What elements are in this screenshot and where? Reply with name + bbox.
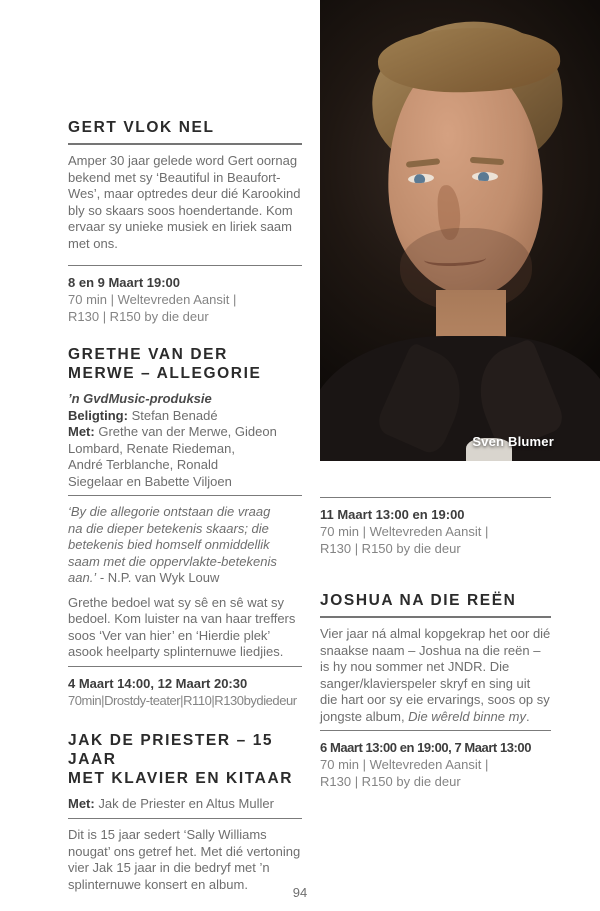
cast-line: Siegelaar en Babette Viljoen xyxy=(68,473,232,489)
event-section-grethe xyxy=(68,345,302,709)
event-dates: 8 en 9 Maart 19:00 xyxy=(68,275,181,290)
cast-label: Met: xyxy=(68,795,95,811)
quote-text: aan.’ xyxy=(68,570,97,585)
event-title-line1: JAK DE PRIESTER – 15 JAAR xyxy=(68,731,274,768)
right-column xyxy=(320,497,551,790)
event-quote xyxy=(68,504,302,587)
production-credit: ’n GvdMusic-produksie xyxy=(68,391,212,406)
quote-attribution: - N.P. van Wyk Louw xyxy=(99,570,220,585)
cast-line: Lombard, Renate Riedeman, xyxy=(68,440,235,456)
iris-shape xyxy=(414,174,426,184)
cast-value: Jak de Priester en Altus Muller xyxy=(98,795,274,811)
event-title-line2: MET KLAVIER EN KITAAR xyxy=(68,769,294,787)
event-schedule-sven xyxy=(320,506,551,557)
description-text: . xyxy=(525,708,530,724)
album-title: Die wêreld binne my xyxy=(408,708,526,724)
cast-line: André Terblanche, Ronald xyxy=(68,457,219,472)
photo-caption: Sven Blumer xyxy=(472,434,554,449)
description-text: Vier jaar ná almal kopgekrap het oor dié snaakse naam – Joshua na die reën – is hy nou sommer net JNDR. Die sanger/klavierspeler skryf en sing uit die hart oor sy eie ervarings, soos op sy jongste album, xyxy=(320,626,551,724)
iris-shape xyxy=(478,172,489,181)
event-title-joshua: JOSHUA NA DIE REËN xyxy=(320,591,551,618)
event-venue: 70 min | Weltevreden Aansit | xyxy=(68,292,237,307)
divider xyxy=(68,265,302,266)
lighting-credit xyxy=(68,408,302,425)
artist-photo xyxy=(320,0,600,461)
quote-text: betekenis bied homself onmiddellik xyxy=(68,537,270,552)
event-dates: 4 Maart 14:00, 12 Maart 20:30 xyxy=(68,675,248,691)
quote-line xyxy=(68,537,302,554)
cast-credit xyxy=(68,796,302,813)
event-description-gert: Amper 30 jaar gelede word Gert oornag bekend met sy ‘Beautiful in Beaufort-Wes’, maar optredes deur dié Karookind bly so skaars soos hoendertande. Kom ervaar sy unieke musiek en liriek saam met ons. xyxy=(68,153,301,251)
cast-label: Met: xyxy=(68,424,95,439)
quote-line xyxy=(68,521,302,538)
event-section-jak xyxy=(68,731,302,894)
lighting-label: Beligting: xyxy=(68,407,128,423)
event-venue-price: 70min|Drostdy-teater|R110|R130bydiedeur xyxy=(68,692,297,708)
quote-text: saam met die oppervlakte-betekenis xyxy=(68,553,277,569)
event-title-line2: MERWE – ALLEGORIE xyxy=(68,365,262,382)
quote-line xyxy=(68,504,302,521)
cast-credit xyxy=(68,424,302,441)
event-venue: 70 min | Weltevreden Aansit | xyxy=(320,524,489,539)
quote-line xyxy=(68,570,302,587)
page-number: 94 xyxy=(292,885,308,900)
quote-text: ‘By die allegorie ontstaan die vraag xyxy=(68,504,271,519)
event-section-gert xyxy=(68,118,302,325)
jacket-shape xyxy=(320,336,600,461)
event-schedule-joshua xyxy=(320,739,551,790)
event-price: R130 | R150 by die deur xyxy=(320,774,461,789)
event-dates: 6 Maart 13:00 en 19:00, 7 Maart 13:00 xyxy=(320,740,531,755)
divider xyxy=(68,818,302,819)
eye-shape xyxy=(472,172,498,181)
event-dates: 11 Maart 13:00 en 19:00 xyxy=(320,507,465,522)
divider xyxy=(320,497,551,498)
lighting-value: Stefan Benadé xyxy=(131,407,218,423)
event-description-joshua xyxy=(320,626,551,725)
event-section-sven-schedule xyxy=(320,497,551,557)
event-schedule-grethe xyxy=(68,675,302,709)
event-title-jak xyxy=(68,731,302,788)
event-title-grethe xyxy=(68,345,302,383)
event-title-gert: GERT VLOK NEL xyxy=(68,118,302,145)
event-price: R130 | R150 by die deur xyxy=(68,309,209,324)
cast-line: Grethe van der Merwe, Gideon xyxy=(98,424,277,439)
event-description-grethe: Grethe bedoel wat sy sê en sê wat sy bedoel. Kom luister na van haar treffers soos ‘Ver van hier’ en ‘Hierdie plek’ asook heelparty splinternuwe liedjies. xyxy=(68,594,296,659)
divider xyxy=(68,666,302,667)
divider xyxy=(320,730,551,731)
left-column xyxy=(68,118,302,893)
divider xyxy=(68,495,302,496)
event-price: R130 | R150 by die deur xyxy=(320,541,461,556)
quote-text: na die dieper betekenis skaars; die xyxy=(68,520,269,536)
event-schedule-gert xyxy=(68,274,302,325)
event-title-line1: GRETHE VAN DER xyxy=(68,346,228,363)
event-credits-grethe xyxy=(68,391,302,490)
event-venue: 70 min | Weltevreden Aansit | xyxy=(320,757,489,772)
event-section-joshua xyxy=(320,591,551,790)
event-description-jak: Dit is 15 jaar sedert ‘Sally Williams nougat’ ons getref het. Met dié vertoning vier Jak 15 jaar in die bedryf met ’n splinternuwe konsert en album. xyxy=(68,827,301,892)
quote-line xyxy=(68,554,302,571)
